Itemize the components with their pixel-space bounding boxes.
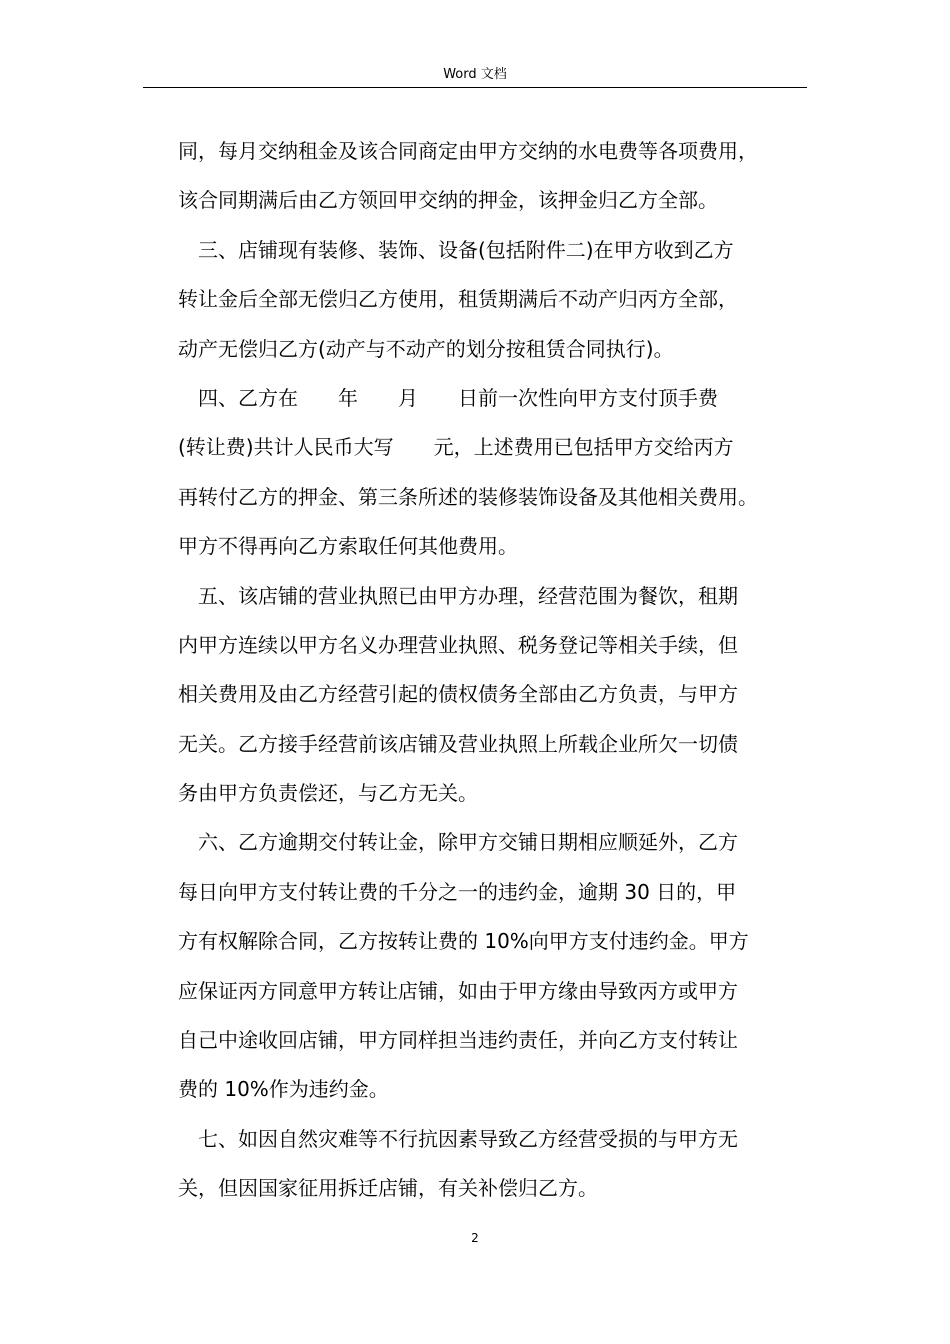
page-number: 2 <box>471 1231 479 1245</box>
text-line: 再转付乙方的押金、第三条所述的装修装饰设备及其他相关费用。 <box>178 484 758 509</box>
text-line: 方有权解除合同，乙方按转让费的 10%向甲方支付违约金。甲方 <box>178 929 749 954</box>
text-line: 转让金后全部无偿归乙方使用，租赁期满后不动产归丙方全部， <box>178 287 738 312</box>
text-line: 务由甲方负责偿还，与乙方无关。 <box>178 781 478 806</box>
text-line: 七、如因自然灾难等不行抗因素导致乙方经营受损的与甲方无 <box>198 1126 738 1151</box>
text-line: 无关。乙方接手经营前该店铺及营业执照上所载企业所欠一切债 <box>178 731 738 756</box>
page-header <box>0 66 950 84</box>
text-line: 相关费用及由乙方经营引起的债权债务全部由乙方负责，与甲方 <box>178 682 738 707</box>
text-line: (转让费)共计人民币大写 元，上述费用已包括甲方交给丙方 <box>178 435 734 460</box>
text-line: 该合同期满后由乙方领回甲交纳的押金，该押金归乙方全部。 <box>178 188 718 213</box>
text-line: 三、店铺现有装修、装饰、设备(包括附件二)在甲方收到乙方 <box>198 237 734 262</box>
text-line: 五、该店铺的营业执照已由甲方办理，经营范围为餐饮，租期 <box>198 583 738 608</box>
text-line: 费的 10%作为违约金。 <box>178 1077 389 1102</box>
text-line: 甲方不得再向乙方索取任何其他费用。 <box>178 534 518 559</box>
header-label: Word 文档 <box>443 67 507 82</box>
text-line: 内甲方连续以甲方名义办理营业执照、税务登记等相关手续，但 <box>178 632 738 657</box>
text-line: 每日向甲方支付转让费的千分之一的违约金，逾期 30 日的，甲 <box>178 879 737 904</box>
text-line: 关，但因国家征用拆迁店铺，有关补偿归乙方。 <box>178 1176 598 1201</box>
text-line: 动产无偿归乙方(动产与不动产的划分按租赁合同执行)。 <box>178 336 674 361</box>
text-line: 自己中途收回店铺，甲方同样担当违约责任，并向乙方支付转让 <box>178 1028 738 1053</box>
text-line: 同，每月交纳租金及该合同商定由甲方交纳的水电费等各项费用， <box>178 139 758 163</box>
text-line: 四、乙方在 年 月 日前一次性向甲方支付顶手费 <box>198 385 718 410</box>
header-divider <box>143 87 807 88</box>
text-line: 应保证丙方同意甲方转让店铺，如由于甲方缘由导致丙方或甲方 <box>178 978 738 1003</box>
text-line: 六、乙方逾期交付转让金，除甲方交铺日期相应顺延外，乙方 <box>198 830 738 855</box>
document-body <box>178 127 818 1214</box>
